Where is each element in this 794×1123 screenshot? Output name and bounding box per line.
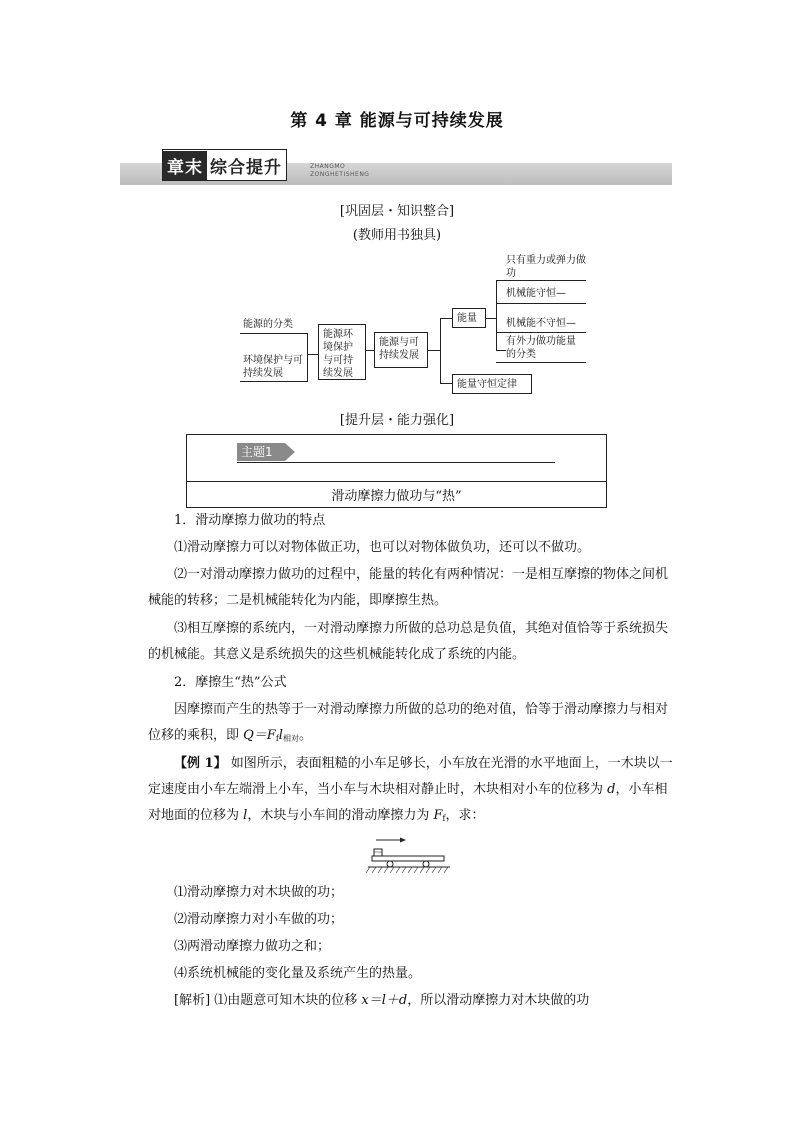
example-var-F: F <box>433 808 443 823</box>
cmap-branch1: 只有重力或弹力做功 <box>506 255 586 279</box>
cmap-line <box>240 333 308 334</box>
cmap-line <box>496 280 586 281</box>
cmap-branch2: 机械能守恒— <box>506 288 566 299</box>
cmap-connector <box>440 318 452 319</box>
banner-light-text: 综合提升 <box>210 157 282 178</box>
section2-label: [提升层・能力强化] <box>339 413 455 428</box>
solution-text-b: ，所以滑动摩擦力对木块做的功 <box>407 993 590 1008</box>
p4-sub-rel: 相对 <box>282 734 299 743</box>
cmap-line <box>496 332 586 333</box>
heading-2: 2．摩擦生“热”公式 <box>174 675 287 690</box>
cmap-connector <box>366 350 374 351</box>
question-4: ⑷系统机械能的变化量及系统产生的热量。 <box>174 966 422 981</box>
section1-note: (教师用书独具) <box>352 228 442 243</box>
topic-box <box>186 434 607 508</box>
ground-hatching <box>366 867 448 873</box>
example-sub-f: f <box>442 814 446 823</box>
cmap-line <box>496 303 586 304</box>
paragraph-2: ⑵一对滑动摩擦力做功的过程中，能量的转化有两种情况：一是相互摩擦的物体之间机械能的转移；二是机械能转化为内能，即摩擦生热。 <box>148 567 669 608</box>
example-text-b: ，小车相对地面的位移为 <box>148 782 668 823</box>
paragraph-3: ⑶相互摩擦的系统内，一对滑动摩擦力所做的总功总是负值，其绝对值恰等于系统损失的机械能。其意义是系统损失的这些机械能转化成了系统的内能。 <box>148 621 669 662</box>
example-text-d: ，求： <box>445 808 485 823</box>
solution-formula: x＝l＋d <box>361 993 408 1008</box>
cmap-bracket <box>307 333 308 382</box>
cart-wheel-right <box>423 861 429 867</box>
cmap-bracket <box>440 318 441 384</box>
topic-title: 滑动摩擦力做功与“热” <box>331 489 462 504</box>
topic-rule <box>237 462 555 463</box>
solution <box>148 988 678 1014</box>
cart-wheel-left <box>387 861 393 867</box>
cmap-connector <box>307 354 318 355</box>
banner-subtitle <box>310 163 369 179</box>
paragraph-4 <box>148 697 678 752</box>
cmap-connector <box>496 350 506 351</box>
cmap-line <box>240 381 308 382</box>
cmap-line <box>496 362 586 363</box>
p4-formula-l: l <box>278 728 283 743</box>
cmap-energy-box: 能量 <box>452 308 486 328</box>
cmap-left-item2: 环境保护与可持续发展 <box>243 355 303 379</box>
concept-map <box>0 250 794 400</box>
topic-tag: 主题1 <box>237 443 285 461</box>
cmap-mid-box: 能源与可持续发展 <box>374 332 428 368</box>
cmap-left-item1: 能源的分类 <box>243 319 293 330</box>
cmap-branch3: 机械能不守恒— <box>506 318 576 329</box>
example-text-a: 如图所示，表面粗糙的小车足够长，小车放在光滑的水平地面上，一木块以一定速度由小车左端滑上小车，当小车与木块相对静止时，木块相对小车的位移为 <box>148 756 673 797</box>
cart-block-figure <box>366 836 452 876</box>
solution-text-a: ⑴由题意可知木块的位移 <box>210 993 362 1008</box>
example-var-l: l <box>243 808 248 823</box>
cmap-center-box: 能源环境保护与可持续发展 <box>318 324 366 380</box>
example-label: 【例 1】 <box>174 756 227 771</box>
question-2: ⑵滑动摩擦力对小车做的功； <box>174 912 344 927</box>
paragraph-1: ⑴滑动摩擦力可以对物体做正功，也可以对物体做负功，还可以不做功。 <box>174 540 591 555</box>
section-banner <box>120 145 672 185</box>
p4-sub-f: f <box>275 734 279 743</box>
solution-label: [解析] <box>174 993 211 1008</box>
heading-1: 1．滑动摩擦力做功的特点 <box>174 513 326 528</box>
wood-block <box>374 849 382 856</box>
cart-body <box>372 856 444 861</box>
banner-label-box <box>162 149 287 181</box>
cmap-connector <box>486 318 496 319</box>
p4-formula: Q＝F <box>243 728 276 743</box>
section1-label: [巩固层・知识整合] <box>339 204 455 219</box>
cmap-bracket <box>496 280 497 350</box>
p4-text: 因摩擦而产生的热等于一对滑动摩擦力所做的总功的绝对值，恰等于滑动摩擦力与相对位移的乘积，即 <box>148 702 669 743</box>
chapter-title: 第 4 章 能源与可持续发展 <box>290 111 504 131</box>
cmap-conservation-box: 能量守恒定律 <box>452 374 532 394</box>
cmap-connector <box>428 350 440 351</box>
cmap-connector <box>440 383 452 384</box>
banner-sub-line1: ZHANGMO <box>310 163 346 170</box>
topic-divider <box>187 481 606 482</box>
banner-dark-text: 章末 <box>163 151 207 180</box>
p4-end: 。 <box>298 728 312 743</box>
velocity-arrow-head <box>400 838 406 843</box>
banner-sub-line2: ZONGHETISHENG <box>310 171 370 178</box>
example-text-c: ，木块与小车间的滑动摩擦力为 <box>247 808 434 823</box>
question-3: ⑶两滑动摩擦力做功之和； <box>174 939 331 954</box>
question-1: ⑴滑动摩擦力对木块做的功； <box>174 885 344 900</box>
example-var-d: d <box>607 782 616 797</box>
example-1 <box>148 751 678 832</box>
cmap-branch4: 有外力做功能量的分类 <box>506 336 576 360</box>
